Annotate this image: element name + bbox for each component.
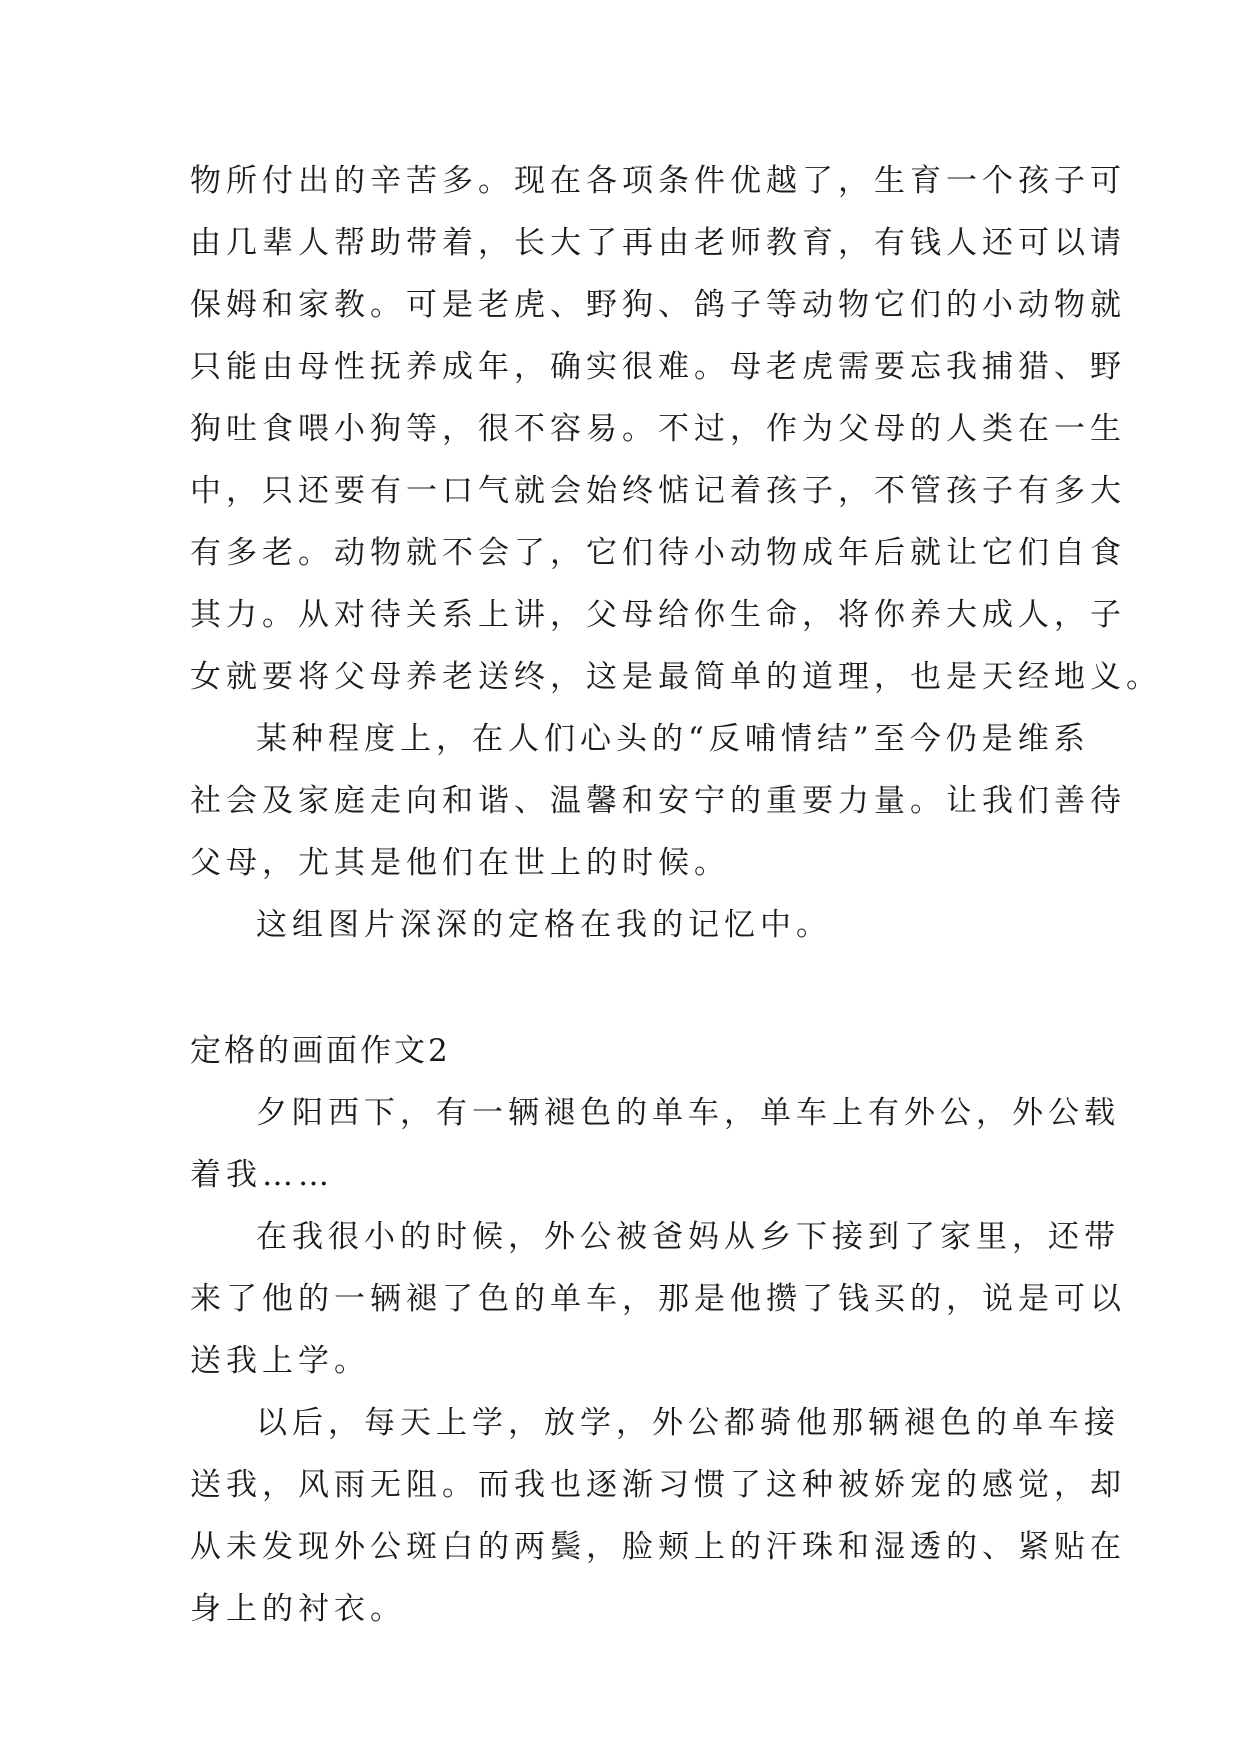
paragraph-4 (190, 1082, 1120, 1206)
paragraph-3 (190, 894, 1050, 956)
text-line: 狗吐食喂小狗等，很不容易。不过，作为父母的人类在一生 (190, 411, 1126, 447)
paragraph-6 (190, 1392, 1126, 1640)
text-line: 身上的衬衣。 (190, 1591, 406, 1627)
text-line: 夕阳西下，有一辆褪色的单车，单车上有外公，外公载 (256, 1095, 1120, 1131)
text-line: 中，只还要有一口气就会始终惦记着孩子，不管孩子有多大 (190, 473, 1126, 509)
text-line: 以后，每天上学，放学，外公都骑他那辆褪色的单车接 (256, 1405, 1120, 1441)
text-line: 社会及家庭走向和谐、温馨和安宁的重要力量。让我们善待 (190, 783, 1126, 819)
paragraph-1 (190, 150, 1162, 708)
text-line: 某种程度上，在人们心头的“反哺情结”至今仍是维系 (256, 721, 1090, 757)
text-line: 送我，风雨无阻。而我也逐渐习惯了这种被娇宠的感觉，却 (190, 1467, 1126, 1503)
text-line: 在我很小的时候，外公被爸妈从乡下接到了家里，还带 (256, 1219, 1120, 1255)
text-line: 女就要将父母养老送终，这是最简单的道理，也是天经地义。 (190, 659, 1162, 695)
paragraph-5 (190, 1206, 1126, 1392)
text-line: 从未发现外公斑白的两鬓，脸颊上的汗珠和湿透的、紧贴在 (190, 1529, 1126, 1565)
section-gap (190, 956, 1050, 1020)
text-line: 物所付出的辛苦多。现在各项条件优越了，生育一个孩子可 (190, 163, 1126, 199)
document-body (190, 150, 1162, 1640)
text-line: 由几辈人帮助带着，长大了再由老师教育，有钱人还可以请 (190, 225, 1126, 261)
text-line: 保姆和家教。可是老虎、野狗、鸽子等动物它们的小动物就 (190, 287, 1126, 323)
text-line: 其力。从对待关系上讲，父母给你生命，将你养大成人，子 (190, 597, 1126, 633)
paragraph-2 (190, 708, 1126, 894)
text-line: 父母，尤其是他们在世上的时候。 (190, 845, 730, 881)
text-line: 只能由母性抚养成年，确实很难。母老虎需要忘我捕猎、野 (190, 349, 1126, 385)
text-line: 有多老。动物就不会了，它们待小动物成年后就让它们自食 (190, 535, 1126, 571)
text-line: 这组图片深深的定格在我的记忆中。 (256, 907, 832, 943)
text-line: 送我上学。 (190, 1343, 370, 1379)
text-line: 来了他的一辆褪了色的单车，那是他攒了钱买的，说是可以 (190, 1281, 1126, 1317)
section-title: 定格的画面作文2 (190, 1033, 451, 1069)
text-line: 着我…… (190, 1157, 334, 1193)
